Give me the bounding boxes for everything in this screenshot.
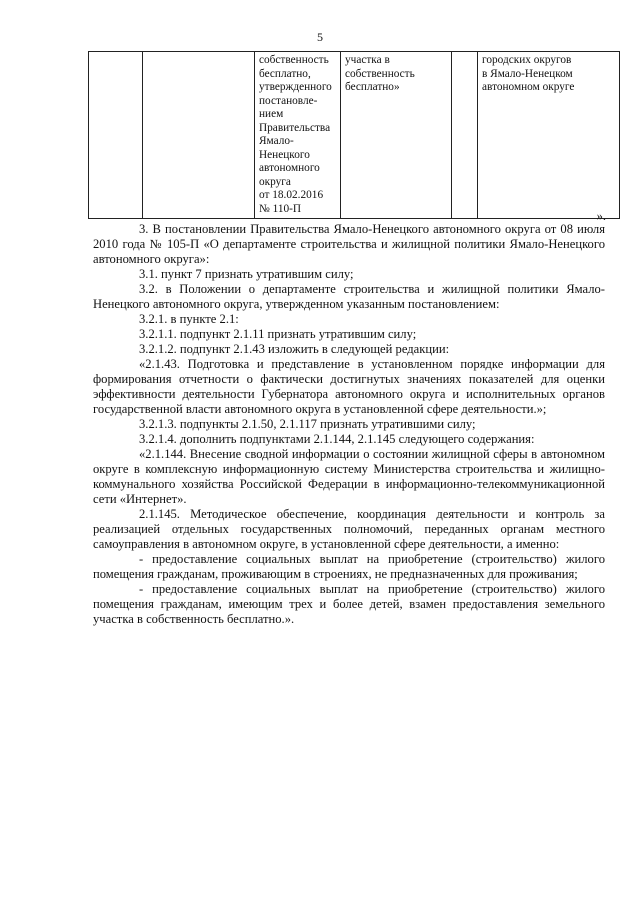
cell-line: Правительства — [259, 121, 331, 134]
cell-line: бесплатно, — [259, 67, 311, 80]
paragraph-3-2-1: 3.2.1. в пункте 2.1: — [139, 312, 239, 326]
paragraph-3-2-1-2: 3.2.1.2. подпункт 2.1.43 изложить в следующей редакции: — [139, 342, 450, 356]
table-cell-document — [255, 52, 341, 219]
paragraph-2-1-43: «2.1.43. Подготовка и представление в установленном порядке информации для формирования отчетности о фактически достигнутых значениях показателей для оценки эффективности деятельности Губернатора автономного округа и исполнительных органов государственной власти автономного округа в установленной сфере деятельности.»; — [93, 357, 605, 416]
cell-line: постановле- — [259, 94, 318, 107]
paragraph-3-2-1-3: 3.2.1.3. подпункты 2.1.50, 2.1.117 признать утратившими силу; — [139, 417, 476, 431]
list-item-payments-large-families: - предоставление социальных выплат на приобретение (строительство) жилого помещения гражданам, имеющим трех и более детей, взамен предоставления земельного участка в собственность бесплатно.». — [93, 582, 605, 626]
paragraph-2-1-144: «2.1.144. Внесение сводной информации о состоянии жилищной сферы в автономном округе в комплексную информационную систему Министерства строительства и жилищно-коммунального хозяйства Российской Федерации в информационно-телекоммуникационной сети «Интернет». — [93, 447, 605, 506]
cell-line: № 110-П — [259, 202, 302, 215]
cell-line: нием — [259, 108, 284, 120]
table-row — [89, 52, 620, 219]
cell-line: городских округов — [482, 54, 572, 66]
paragraph-3-1: 3.1. пункт 7 признать утратившим силу; — [139, 267, 354, 281]
paragraph-2-1-145: 2.1.145. Методическое обеспечение, координация деятельности и контроль за реализацией отдельных государственных полномочий, переданных органам местного самоуправления в автономном округе, в установленной сфере деятельности, а именно: — [93, 507, 605, 551]
paragraph-3-2: 3.2. в Положении о департаменте строительства и жилищной политики Ямало-Ненецкого автономного округа, утвержденном указанным постановлением: — [93, 282, 605, 311]
table-cell-districts — [478, 52, 620, 219]
table-cell-5 — [452, 52, 478, 219]
cell-line: собственность — [259, 54, 329, 66]
table-cell-2 — [143, 52, 255, 219]
cell-line: округа — [259, 175, 291, 188]
continuation-table — [88, 51, 620, 219]
cell-line: Ненецкого — [259, 148, 310, 161]
cell-line: автономного — [259, 162, 320, 174]
cell-line: Ямало- — [259, 135, 294, 147]
table-cell-land-plot — [341, 52, 452, 219]
closing-quote: ». — [596, 209, 606, 223]
cell-line: от 18.02.2016 — [259, 189, 324, 201]
paragraph-3-2-1-1: 3.2.1.1. подпункт 2.1.11 признать утратившим силу; — [139, 327, 417, 341]
cell-line: утвержденного — [259, 81, 332, 93]
paragraph-3-2-1-4: 3.2.1.4. дополнить подпунктами 2.1.144, 2.1.145 следующего содержания: — [139, 432, 535, 446]
list-item-payments-unfit-housing: - предоставление социальных выплат на приобретение (строительство) жилого помещения гражданам, проживающим в строениях, не предназначенных для проживания; — [93, 552, 605, 581]
document-body — [93, 222, 605, 627]
page-number: 5 — [317, 30, 323, 44]
paragraph-3: 3. В постановлении Правительства Ямало-Ненецкого автономного округа от 08 июля 2010 года № 105-П «О департаменте строительства и жилищной политики Ямало-Ненецкого автономного округа»: — [93, 222, 605, 266]
cell-line: участка в — [345, 54, 390, 66]
table-cell-1 — [89, 52, 143, 219]
cell-line: в Ямало-Ненецком — [482, 67, 573, 80]
cell-line: собственность — [345, 67, 415, 80]
cell-line: бесплатно» — [345, 81, 400, 93]
cell-line: автономном округе — [482, 81, 575, 93]
